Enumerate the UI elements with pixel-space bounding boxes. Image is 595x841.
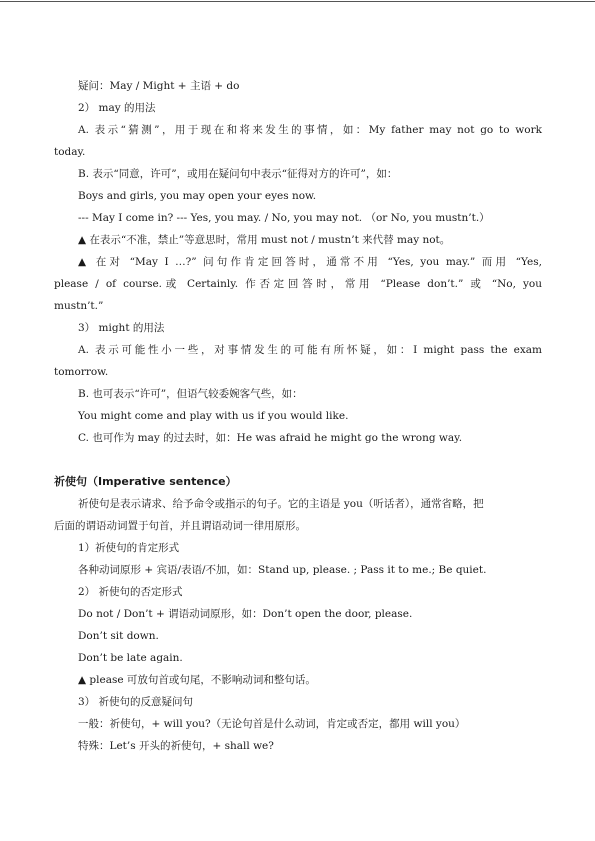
text-line: A. 表示可能性小一些，对事情发生的可能有所怀疑，如：I might pass the exam xyxy=(78,344,542,356)
text-line: 后面的谓语动词置于句首，并且谓语动词一律用原形。 xyxy=(54,520,306,532)
text-line: mustn’t.” xyxy=(54,300,104,312)
text-line: 3） might 的用法 xyxy=(78,322,165,334)
text-line: Do not / Don’t + 谓语动词原形，如：Don’t open the door, please. xyxy=(78,608,413,620)
text-line: 2） may 的用法 xyxy=(78,102,156,114)
text-line: ▲ 在表示“不准，禁止”等意思时，常用 must not / mustn’t 来代替 may not。 xyxy=(78,234,451,246)
text-line: --- May I come in? --- Yes, you may. / No, you may not. （or No, you mustn’t.） xyxy=(78,212,490,224)
text-line: Don’t be late again. xyxy=(78,652,183,664)
text-line: 3） 祈使句的反意疑问句 xyxy=(78,696,194,708)
text-line: A. 表示“猜测”，用于现在和将来发生的事情，如：My father may not go to work xyxy=(78,124,542,136)
text-line: You might come and play with us if you would like. xyxy=(78,410,349,422)
text-line: B. 表示“同意，许可”，或用在疑问句中表示“征得对方的许可”，如： xyxy=(78,168,398,180)
text-line: B. 也可表示“许可”，但语气较委婉客气些，如： xyxy=(78,388,303,400)
text-line: tomorrow. xyxy=(54,366,109,378)
text-line: today. xyxy=(54,146,86,158)
text-line: please / of course.或 Certainly. 作否定回答时，常用 “Please don’t.” 或 “No, you xyxy=(54,278,542,290)
text-line: 各种动词原形 + 宾语/表语/不加，如：Stand up, please. ; Pass it to me.; Be quiet. xyxy=(78,564,487,576)
text-line: 疑问：May / Might + 主语 + do xyxy=(78,80,240,92)
text-line: 特殊：Let’s 开头的祈使句，+ shall we? xyxy=(78,740,274,752)
text-line: 2） 祈使句的否定形式 xyxy=(78,586,183,598)
text-line: 一般：祈使句，+ will you?（无论句首是什么动词，肯定或否定，都用 will you） xyxy=(78,718,466,730)
text-line: ▲ please 可放句首或句尾，不影响动词和整句话。 xyxy=(78,674,316,686)
text-line: 祈使句是表示请求、给予命令或指示的句子。它的主语是 you（听话者），通常省略，把 xyxy=(78,498,484,510)
page-top-rule xyxy=(0,1,595,2)
text-line: 1）祈使句的肯定形式 xyxy=(78,542,180,554)
text-line: ▲ 在对 “May I …?” 问句作肯定回答时，通常不用 “Yes, you may.” 而用 “Yes, xyxy=(78,256,542,268)
text-line: C. 也可作为 may 的过去时，如：He was afraid he might go the wrong way. xyxy=(78,432,463,444)
section-heading: 祈使句（Imperative sentence） xyxy=(54,475,237,488)
text-line: Boys and girls, you may open your eyes now. xyxy=(78,190,317,202)
text-line: Don’t sit down. xyxy=(78,630,159,642)
